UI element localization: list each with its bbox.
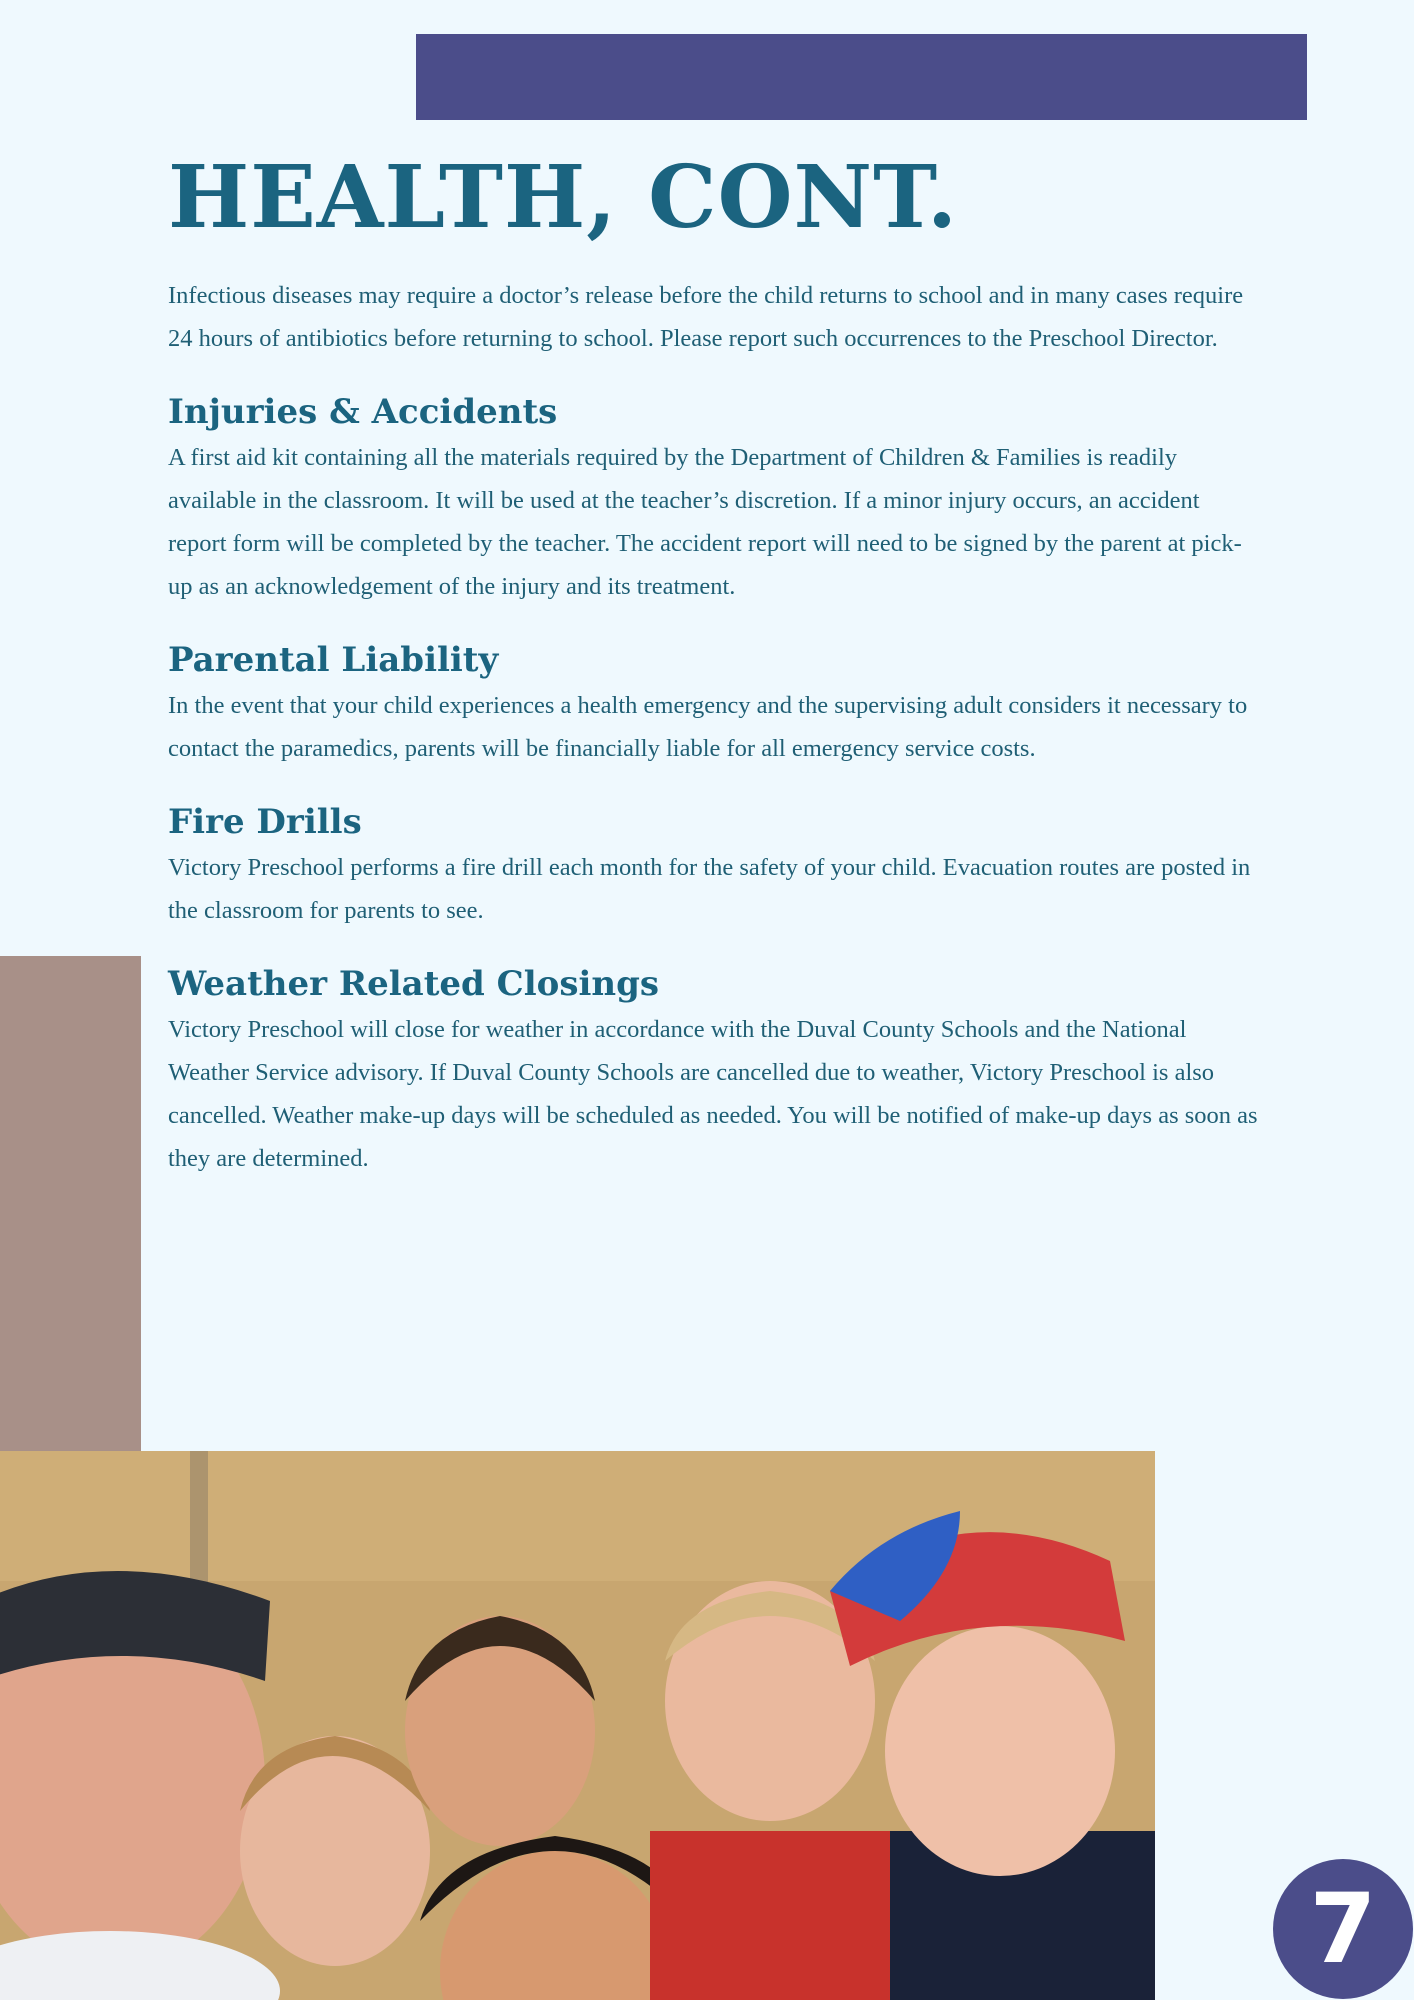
top-accent-bar bbox=[416, 34, 1307, 120]
section-injuries-accidents bbox=[168, 388, 1258, 608]
page-title: HEALTH, CONT. bbox=[168, 147, 958, 248]
section-weather-closings bbox=[168, 960, 1258, 1180]
section-parental-liability bbox=[168, 636, 1258, 770]
section-body: Victory Preschool performs a fire drill each month for the safety of your child. Evacuation routes are posted in the classroom for parents to see. bbox=[168, 854, 1251, 924]
section-body: Victory Preschool will close for weather in accordance with the Duval County Schools and the National Weather Service advisory. If Duval County Schools are cancelled due to weather, Victory Preschool is also cancelled. Weather make-up days will be scheduled as needed. You will be notified of make-up days as soon as they are determined. bbox=[168, 1016, 1258, 1172]
section-fire-drills bbox=[168, 798, 1258, 932]
section-body: A first aid kit containing all the materials required by the Department of Children & Families is readily available in the classroom. It will be used at the teacher’s discretion. If a minor injury occurs, an accident report form will be completed by the teacher. The accident report will need to be signed by the parent at pick-up as an acknowledgement of the injury and its treatment. bbox=[168, 444, 1242, 600]
section-body: In the event that your child experiences a health emergency and the supervising adult considers it necessary to contact the paramedics, parents will be financially liable for all emergency service costs. bbox=[168, 692, 1248, 762]
intro-paragraph: Infectious diseases may require a doctor’s release before the child returns to school and in many cases require 24 hours of antibiotics before returning to school. Please report such occurrences to the Preschool Director. bbox=[168, 282, 1244, 352]
side-accent-block bbox=[0, 956, 141, 1452]
section-heading: Weather Related Closings bbox=[168, 964, 660, 1004]
section-heading: Fire Drills bbox=[168, 802, 362, 842]
section-heading: Parental Liability bbox=[168, 640, 499, 680]
section-heading: Injuries & Accidents bbox=[168, 392, 558, 432]
page-content bbox=[168, 148, 1258, 1180]
page-number-badge bbox=[1273, 1859, 1413, 1999]
group-photo-illustration bbox=[0, 1451, 1155, 2000]
group-photo bbox=[0, 1451, 1155, 2000]
page-number: 7 bbox=[1309, 1873, 1377, 1985]
